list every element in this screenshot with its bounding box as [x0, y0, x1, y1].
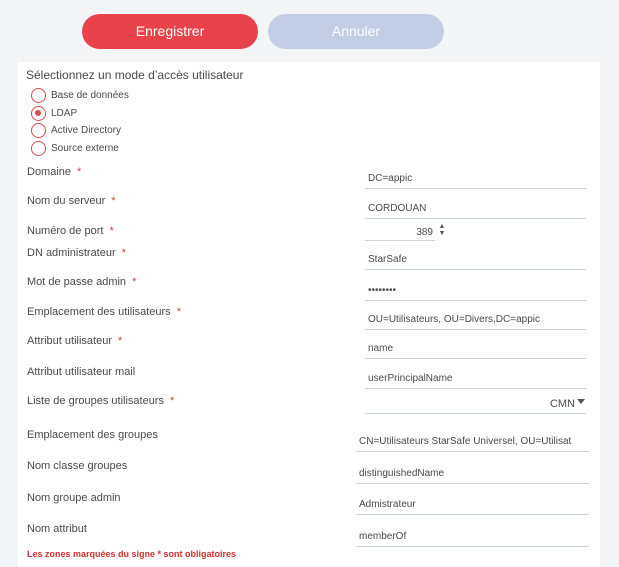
- port-stepper-icon[interactable]: ▲ ▼: [438, 223, 446, 237]
- right-margin: [600, 62, 619, 567]
- cancel-button[interactable]: Annuler: [268, 14, 444, 49]
- radio-option-ldap[interactable]: [31, 105, 77, 121]
- liste-groupes-select[interactable]: CMN: [365, 394, 586, 414]
- radio-option-database[interactable]: [31, 87, 129, 103]
- chevron-down-icon[interactable]: [577, 399, 585, 404]
- radio-label: Source externe: [51, 142, 119, 154]
- emplacement-groupes-field[interactable]: CN=Utilisateurs StarSafe Universel, OU=Utilisat: [356, 432, 589, 452]
- port-field[interactable]: 389: [365, 224, 435, 241]
- radio-icon[interactable]: [31, 123, 46, 138]
- dn-admin-field[interactable]: StarSafe: [365, 250, 586, 270]
- label-classe-groupes: Nom classe groupes: [27, 460, 128, 472]
- label-liste-groupes: Liste de groupes utilisateurs *: [27, 395, 175, 407]
- attribut-mail-field[interactable]: userPrincipalName: [365, 369, 586, 389]
- label-attribut-user: Attribut utilisateur *: [27, 335, 123, 347]
- attribut-user-field[interactable]: name: [365, 339, 586, 359]
- mdp-admin-field[interactable]: ••••••••: [365, 281, 586, 301]
- toolbar: [0, 0, 619, 62]
- label-port: Numéro de port *: [27, 225, 114, 237]
- radio-icon[interactable]: [31, 141, 46, 156]
- access-mode-title: Sélectionnez un mode d’accès utilisateur: [26, 68, 244, 82]
- radio-option-external-source[interactable]: [31, 140, 119, 156]
- label-nom-serveur: Nom du serveur *: [27, 195, 116, 207]
- label-mdp-admin: Mot de passe admin *: [27, 276, 137, 288]
- groupe-admin-field[interactable]: Admistrateur: [356, 495, 589, 515]
- emplacement-users-field[interactable]: OU=Utilisateurs, OU=Divers,DC=appic: [365, 310, 586, 330]
- classe-groupes-field[interactable]: distinguishedName: [356, 464, 589, 484]
- domaine-field[interactable]: DC=appic: [365, 169, 586, 189]
- save-button[interactable]: Enregistrer: [82, 14, 258, 49]
- required-note: Les zones marquées du signe * sont obligatoires: [27, 549, 237, 559]
- nom-serveur-field[interactable]: CORDOUAN: [365, 199, 586, 219]
- label-attribut-mail: Attribut utilisateur mail: [27, 366, 136, 378]
- radio-label: Base de données: [51, 89, 129, 101]
- radio-checked-icon[interactable]: [31, 106, 46, 121]
- label-dn-admin: DN administrateur *: [27, 247, 126, 259]
- label-emplacement-users: Emplacement des utilisateurs *: [27, 306, 181, 318]
- radio-label: LDAP: [51, 107, 78, 119]
- label-emplacement-groupes: Emplacement des groupes: [27, 429, 158, 441]
- nom-attribut-field[interactable]: memberOf: [356, 527, 589, 547]
- radio-label: Active Directory: [51, 124, 122, 136]
- left-margin: [0, 62, 18, 567]
- radio-option-active-directory[interactable]: [31, 122, 121, 138]
- label-nom-attribut: Nom attribut: [27, 523, 87, 535]
- label-domaine: Domaine *: [27, 166, 82, 178]
- label-groupe-admin: Nom groupe admin: [27, 492, 121, 504]
- radio-icon[interactable]: [31, 88, 46, 103]
